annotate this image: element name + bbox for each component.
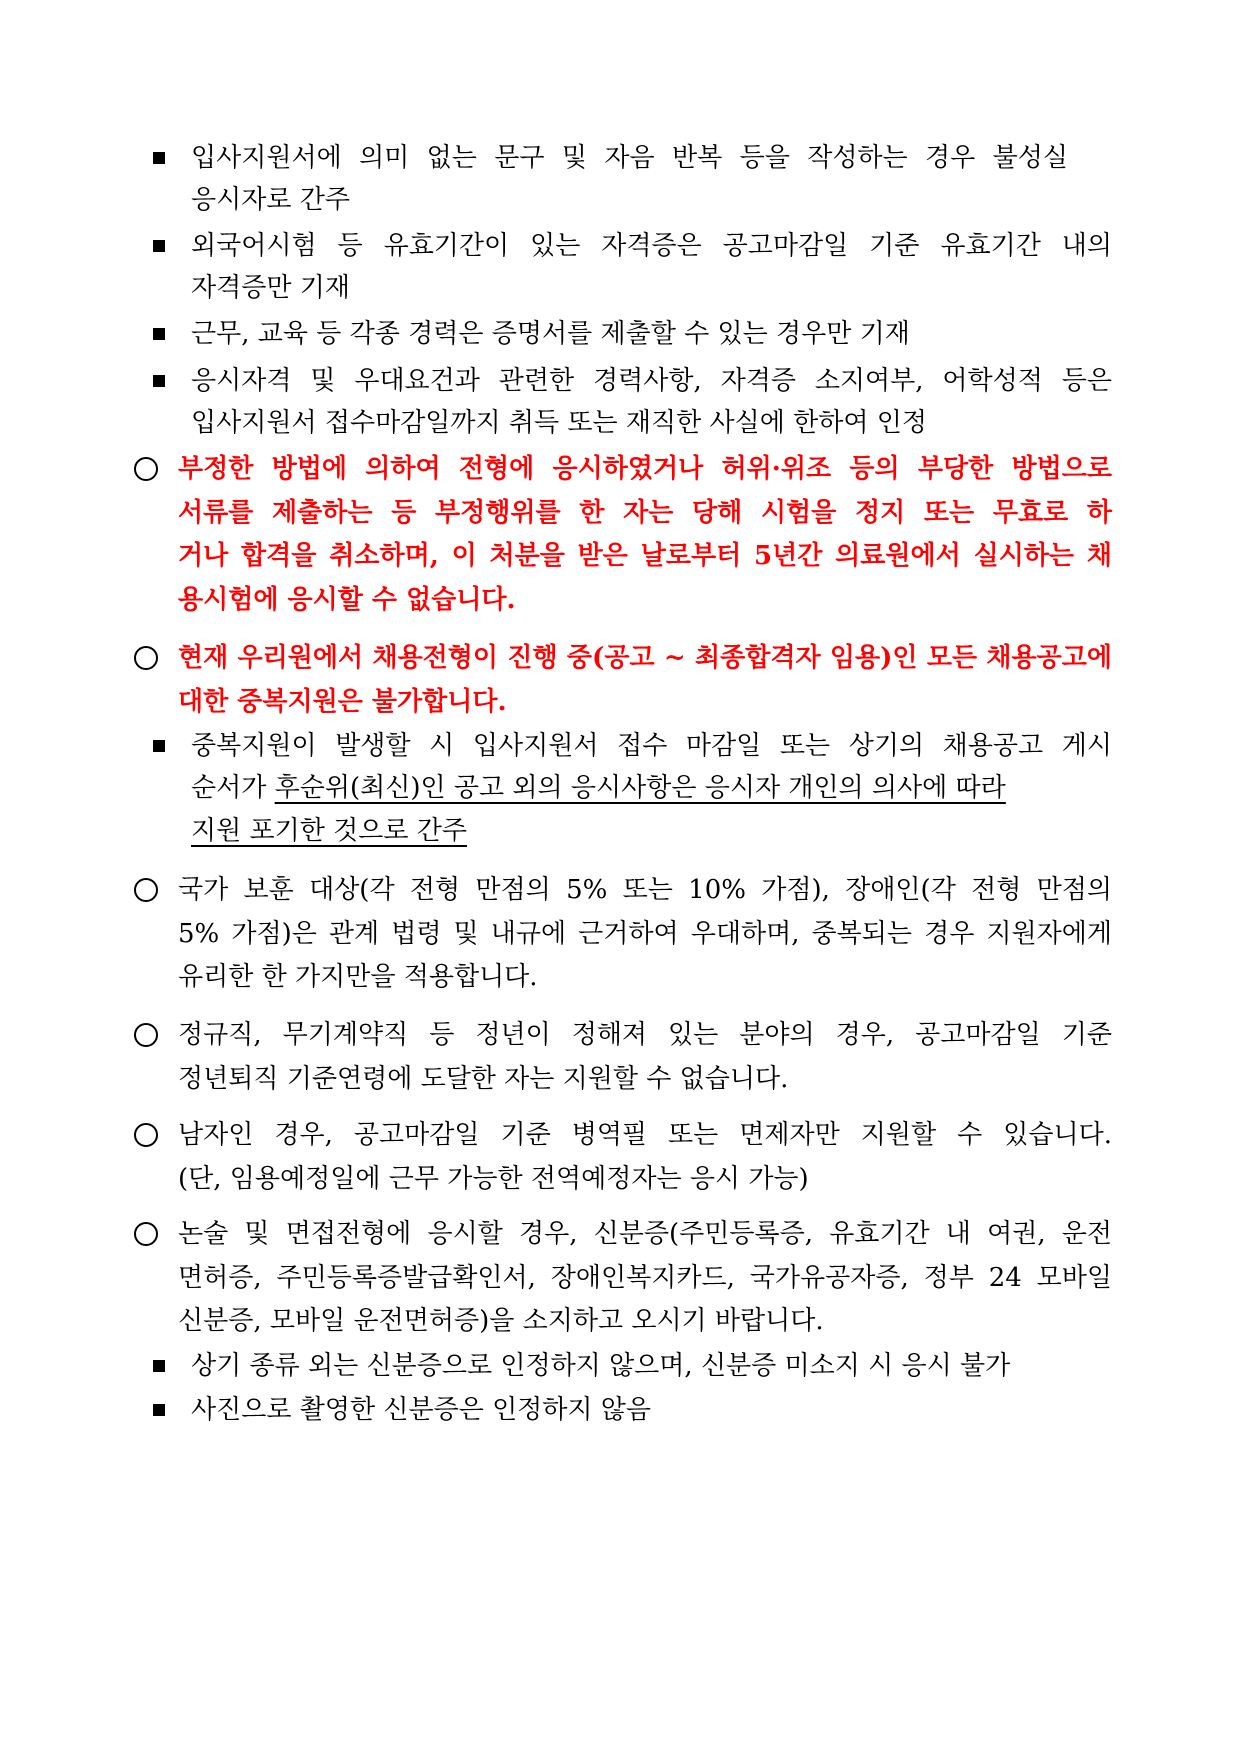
circle-bullet-icon (134, 1023, 158, 1047)
text-line: 유리한 한 가지만을 적용합니다. (178, 962, 538, 992)
underlined-text: 지원 포기한 것으로 간주 (191, 816, 467, 846)
text-line: (단, 임용예정일에 근무 가능한 전역예정자는 응시 가능) (178, 1164, 809, 1194)
square-bullet-icon (153, 152, 165, 164)
square-bullet-icon (153, 1404, 165, 1416)
text-line: 자격증만 기재 (191, 273, 350, 303)
text-line: 남자인 경우, 공고마감일 기준 병역필 또는 면제자만 지원할 수 있습니다. (178, 1120, 1112, 1150)
text-line: 중복지원이 발생할 시 입사지원서 접수 마감일 또는 상기의 채용공고 게시 (191, 731, 1112, 761)
text-line: 입사지원서에 의미 없는 문구 및 자음 반복 등을 작성하는 경우 불성실 (191, 143, 1068, 173)
square-bullet-icon (153, 328, 165, 340)
circle-bullet-icon (134, 457, 158, 481)
circle-bullet-icon (134, 878, 158, 902)
square-bullet-icon (153, 375, 165, 387)
square-bullet-icon (153, 740, 165, 752)
text-line: 정년퇴직 기준연령에 도달한 자는 지원할 수 없습니다. (178, 1064, 789, 1094)
text-line: 부정한 방법에 의하여 전형에 응시하였거나 허위·위조 등의 부당한 방법으로 (178, 454, 1112, 484)
text-line: 상기 종류 외는 신분증으로 인정하지 않으며, 신분증 미소지 시 응시 불가 (191, 1351, 1011, 1381)
text-line: 입사지원서 접수마감일까지 취득 또는 재직한 사실에 한하여 인정 (191, 408, 927, 438)
text-line: 용시험에 응시할 수 없습니다. (178, 585, 516, 615)
text-line: 응시자격 및 우대요건과 관련한 경력사항, 자격증 소지여부, 어학성적 등은 (191, 366, 1112, 396)
circle-bullet-icon (134, 1123, 158, 1147)
circle-bullet-icon (134, 646, 158, 670)
text-line: 대한 중복지원은 불가합니다. (178, 687, 507, 717)
text-line: 응시자로 간주 (191, 185, 350, 215)
text-line: 서류를 제출하는 등 부정행위를 한 자는 당해 시험을 정지 또는 무효로 하 (178, 498, 1112, 528)
square-bullet-icon (153, 1360, 165, 1372)
text-line: 거나 합격을 취소하며, 이 처분을 받은 날로부터 5년간 의료원에서 실시하는 채 (178, 541, 1112, 571)
text-line: 사진으로 촬영한 신분증은 인정하지 않음 (191, 1395, 652, 1425)
underlined-text: 후순위(최신)인 공고 외의 응시사항은 응시자 개인의 의사에 따라 (274, 773, 1006, 803)
text-line: 면허증, 주민등록증발급확인서, 장애인복지카드, 국가유공자증, 정부 24 모바일 (178, 1263, 1112, 1293)
text-line: 5% 가점)은 관계 법령 및 내규에 근거하여 우대하며, 중복되는 경우 지원자에게 (178, 919, 1112, 949)
circle-bullet-icon (134, 1222, 158, 1246)
text-line: 근무, 교육 등 각종 경력은 증명서를 제출할 수 있는 경우만 기재 (191, 319, 910, 349)
text-run: 순서가 (191, 773, 275, 803)
square-bullet-icon (153, 240, 165, 252)
text-line: 현재 우리원에서 채용전형이 진행 중(공고 ~ 최종합격자 임용)인 모든 채용공고에 (178, 643, 1112, 673)
text-line: 국가 보훈 대상(각 전형 만점의 5% 또는 10% 가점), 장애인(각 전형 만점의 (178, 875, 1112, 905)
text-line: 정규직, 무기계약직 등 정년이 정해져 있는 분야의 경우, 공고마감일 기준 (178, 1020, 1112, 1050)
text-line (191, 768, 1112, 808)
text-line: 신분증, 모바일 운전면허증)을 소지하고 오시기 바랍니다. (178, 1306, 824, 1336)
text-line: 외국어시험 등 유효기간이 있는 자격증은 공고마감일 기준 유효기간 내의 (191, 231, 1112, 261)
text-line: 논술 및 면접전형에 응시할 경우, 신분증(주민등록증, 유효기간 내 여권, 운전 (178, 1219, 1112, 1249)
